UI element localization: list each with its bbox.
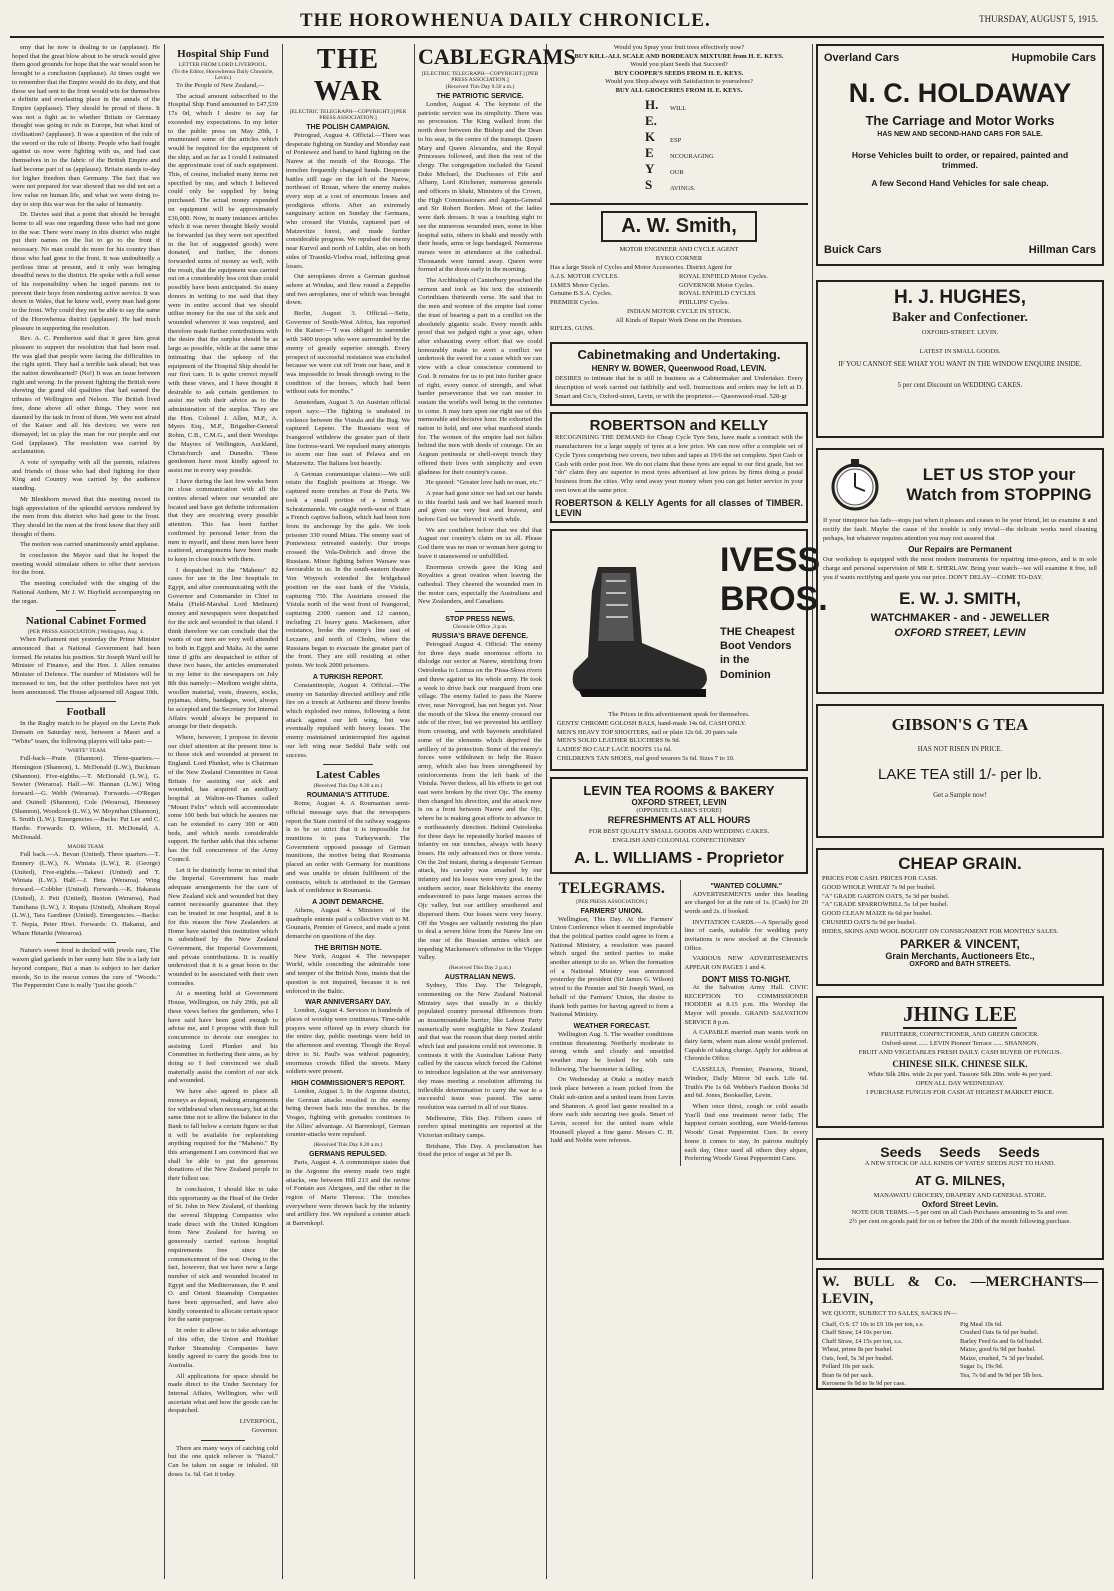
- article-paragraph: In order to allow us to take advantage of this offer, the Union and Huddart Parker Steamship Companies have kindly agreed to carry the goods free to Australia.: [168, 1327, 278, 1369]
- advert-heading: Cabinetmaking and Undertaking.: [577, 347, 781, 363]
- article-paragraph: Brisbane, This Day. A proclamation has fixed the price of sugar at 3d per lb.: [418, 1142, 542, 1159]
- keys-advert: [550, 44, 808, 95]
- subheading: "WANTED COLUMN.": [710, 882, 783, 890]
- subheading: "WHITE" TEAM.: [65, 748, 107, 755]
- section-title: THE WAR: [313, 44, 383, 107]
- advert-heading: ROBERTSON and KELLY: [589, 417, 769, 435]
- brand-label: Buick Cars: [824, 244, 882, 256]
- price-item: "A" GRADE SPARROWBILL 5s 1d per bushel.: [822, 901, 949, 909]
- agency-item: A.J.S. MOTOR CYCLES.: [550, 272, 619, 280]
- article-paragraph: He quoted: "Greater love hath no man, etc.": [426, 479, 542, 487]
- subheading: THE POLISH CAMPAIGN.: [306, 124, 390, 131]
- advert-line: BYKO CORNER: [655, 255, 703, 263]
- brand-label: Hillman Cars: [1028, 244, 1096, 256]
- divider: [56, 701, 115, 702]
- advert-line: WATCHMAKER - and - JEWELLER: [870, 611, 1050, 624]
- tea-rooms-advert: [550, 777, 808, 874]
- subheading: (To the Editor, Horowhenua Daily Chronicle, Levin.): [172, 69, 274, 81]
- subheading: MAORI TEAM.: [67, 844, 105, 851]
- article-paragraph: Rome, August 4. A Roumanian semi-official message says that the newspapers report the State control of the railway waggons is to be so strict that it is impossible for munitions to pass Turkeywards. The Government opposed passage of German munitions, the motive being that Roumania placed an order with Germany for munitions and was unable to obtain fulfilment of the contracts, which is attributed to the German lack of confidence in Roumania.: [286, 800, 410, 895]
- advert-heading: GIBSON'S G TEA: [891, 715, 1029, 734]
- price-item: PRICES FOR CASH. PRICES FOR CASH.: [822, 875, 938, 882]
- subheading: FARMERS' UNION.: [580, 907, 643, 915]
- article-paragraph: Mr Blenkhorn moved that this meeting record its high appreciation of the splendid services rendered by the men from this district who had gone to the front. They should let the men at the front know that they still thought of them.: [12, 495, 160, 538]
- brand-label: Hupmobile Cars: [1011, 52, 1096, 64]
- ewj-smith-advert: [816, 448, 1104, 694]
- subheading: [ELECTRIC TELEGRAPH—COPYRIGHT.] [PER PRESS ASSOCIATION.]: [421, 71, 539, 83]
- advert-line: OXFORD STREET, LEVIN: [631, 797, 727, 807]
- received-note: (Received This Day 8.20 a.m.): [313, 1142, 383, 1149]
- cabinetmaking-advert: [550, 342, 808, 406]
- watch-icon: [823, 455, 893, 515]
- advert-line: Has a large Stock of Cycles and Motor Accessories. District Agent for: [550, 264, 733, 271]
- advertiser-name: JHING LEE: [903, 1002, 1017, 1029]
- price-item: HIDES, SKINS AND WOOL BOUGHT ON CONSIGNMENT FOR MONTHLY SALES.: [822, 927, 1059, 935]
- newspaper-title: THE HOROWHENUA DAILY CHRONICLE.: [300, 10, 711, 31]
- advert-line: Oxford Street Levin.: [921, 1200, 999, 1210]
- divider: [56, 942, 115, 943]
- section-title: TELEGRAMS.: [558, 879, 665, 897]
- advert-line: OXFORD-STREET. LEVIN.: [921, 329, 999, 336]
- acrostic-letter: E: [645, 145, 654, 161]
- article-paragraph: In conclusion the Mayor said that he hoped the meeting would stimulate others to offer their services for the front.: [12, 552, 160, 577]
- article-paragraph: Let it be distinctly borne in mind that the Imperial Government has made adequate arrangements for the care of New Zealand sick and wounded but they cannot necessarily guarantee that they can be treated in one hospital, and it is for this reason the New Zealanders at Home have started this institution which is subsidised by the New Zealand Government, the Imperial Government, and private contributions. It is readily understood that it is a great boon to the wounded to be associated with their own comrades.: [168, 866, 278, 987]
- advert-body: RECOGNISING THE DEMAND for Cheap Cycle Tyre Sets, have made a contract with the manufacturers for a large supply of tyres at a low price. We can now offer a complete set of Cycle Tyres comprising two covers, two tubes and tapes at 19/6 the set complete. Spot Cash or Cash with order post free. We do not claim that these tyres are equal to our first grade, but we "do" claim they are superior to most tyres advertised at low prices by firms doing a postal business from the cities. Why send away your money when you can get better service in your own town at the same price.: [555, 434, 803, 495]
- article-paragraph: A German communique claims:—We still retain the English positions at Hooge. We captured more trenches at Four de Paris. We took a small portion of a trench at Schratzmannle. We caught north-west of Etain a French captive balloon, which had been torn from its anchorage by the gale. We took prisoner 330 round Mitau. The enemy east of Poniewiesz retreated easterly. Our troops crossed the Vola-Dobrich and drove the Russians. Minor fighting before Warsaw was favourable to us. In the south-eastern theatre Von Woyrsch extended the bridgehead position on the east bank of the Vistula, capturing 750. The Austrians crossed the Vistula north of the west front of Ivangorod, capturing 2300 cannon and 12 cannon, including 21 heavy guns. Mackensen, after resistance, broke the enemy's line east of Leczano, and north of Cholm, where the Russians began to evacuate the greater part of the front. They are still resisting at other points. We took 2000 prisoners.: [286, 470, 410, 670]
- price-item: MEN'S HEAVY TOP SHOOTERS, nail or plain 12s 6d. 20 pairs sale: [557, 728, 738, 736]
- headline: Latest Cables: [316, 769, 380, 782]
- article-paragraph: The meeting concluded with the singing of the National Anthem, Mr J. W. Hayfield accompanying on the organ.: [12, 580, 160, 605]
- advert-line: Would you plant Seeds that Succeed?: [630, 61, 728, 69]
- advert-line: LATEST IN SMALL GOODS.: [919, 347, 1001, 355]
- acrostic-word: AVINGS.: [670, 185, 696, 193]
- column-3: [286, 44, 410, 1579]
- agency-item: PREMIER Cycles.: [550, 299, 600, 307]
- advert-line: BUY ALL GROCERIES FROM H. E. KEYS.: [615, 86, 743, 94]
- advertiser-name: H. J. HUGHES,: [894, 287, 1026, 308]
- article-paragraph: London, August 4. The keynote of the patriotic service was its simplicity. There was no procession. The King walked from the north door between the Bishop and the Dean to his seat, in the centre of the transept. Queen Mary and Queen Alexandra, and the Royal Princesses followed, and then the rest of the clergy. The congregation included the Grand Duke Michael, the Duchesses of Fife and Albany, Lord Kitchener, numerous generals and officers in khaki, Ministers of the Crown, the High Commissioners and Agents-General and Sir Robert Borden. Most of the ladies were dark dresses. It was a touching sight to see the numerous wounded men, some in blue hospital suits, others in khaki and mostly with their heads, arms or legs bandaged. Numerous nurses were in attendance at the cathedral. Thousands were turned away. Queen were formed at the doors early in the morning.: [418, 101, 542, 274]
- article-paragraph: Full-back—Prain (Shannon). Three-quarters.—Hemington (Shannon), L. McDonald (L.W.), Buckman (Shannon). Five-eighths.—T. McDonald (L.W.), G. Sowter (Weraroa). Half.—W. Hannan (L.W.) Wing forward.—G. Webb (Weraroa). Forwards.—O'Regan and Ouinell (Shannon), Cole (Weraroa), Hennessy (Shannon), Woodcock (L.W.), W. Moynihan (Shannon), S. Smith (L.W.). Emergencies.—Backs: Pat Lee and C. Hardie. Forwards: D. Wilson, H. McDonald, A. McDonald.: [12, 755, 160, 841]
- advertiser-name: PARKER & VINCENT,: [900, 937, 1020, 952]
- classified-ad: At the Salvation Army Hall. CIVIC RECEPTION TO COMMISSIONER HODDER at 8.15 p.m. His Worship the Mayor will preside. GRAND SALVATION SERVICE 8 p.m.: [684, 983, 808, 1026]
- article-paragraph: Dr. Davies said that a point that should be brought home to all was one regarding those who had not gone to the war. There were many in this district who might put their names on the list to go to the front if necessary. No man could do more for his country than those who had gone to the front. It was undoubtedly a perilous time at present, and it only was bringing dreadful news to the district. He spoke with a full sense of his responsibility when he urged parents not to prevent their boys from rendering active service. It was down in Wales, that he knew well, every man had gone to the front. Why could they not be able to say the same of the Horowhenua district (applause). He had much pleasure in supporting the resolution.: [12, 211, 160, 332]
- price-item: Tea, 7s 6d and 9s 9d per 5lb box.: [960, 1371, 1044, 1379]
- acrostic-letter: S: [645, 177, 653, 193]
- advertiser-name: BROS.: [720, 579, 828, 618]
- acrostic-word: OUR: [670, 169, 684, 177]
- article-paragraph: London, August 3. In the Argonne district, the German attacks resulted in the enemy being thrown back into the trenches. In the Vosges, fighting with grenades continues to the Allies' advantage. At Barrenkopf, German counter-attacks were repulsed.: [286, 1087, 410, 1139]
- advert-line: BUY KILL-ALL SCALE AND BORDEAUX MIXTURE from H. E. KEYS.: [574, 52, 784, 60]
- advert-line: The Prices in this advertisement speak for themselves.: [608, 711, 750, 719]
- advert-line: CHINESE SILK. CHINESE SILK.: [892, 1059, 1028, 1070]
- column-divider: [414, 44, 415, 1579]
- advert-line: A few Second Hand Vehicles for sale cheap.: [871, 178, 1049, 188]
- article-paragraph: Berlin, August 3. Official.—Seitz, Governor of South-West Africa, has reported to the Kaiser:—"I was obliged to surrender with 3400 troops who were surrounded by the enemy of greatly superior strength. Every prospect of successful resistance was excluded because we were cut off from our base, and it was impossible to break through owing to the condition of the horses, which had been without oats for months.": [286, 310, 410, 396]
- article-paragraph: A vote of sympathy with all the parents, relatives and friends of those who had died fighting for their King and Country was carried by the audience standing.: [12, 459, 160, 493]
- advert-line: All Kinds of Repair Work Done on the Premises.: [615, 316, 743, 324]
- price-item: GOOD WHOLE WHEAT 7s 9d per bushel.: [822, 883, 936, 891]
- subheading: LETTER FROM LORD LIVERPOOL.: [178, 62, 268, 68]
- advert-line: NOTE OUR TERMS.—5 per cent on all Cash Purchases amounting to 5s and over.: [851, 1209, 1069, 1217]
- agency-item: JAMES Motor Cycles.: [550, 281, 610, 289]
- robertson-kelly-advert: [550, 412, 808, 522]
- agency-item: ROYAL ENFIELD CYCLES: [679, 290, 756, 298]
- advert-line: LAKE TEA still 1/- per lb.: [878, 766, 1042, 784]
- bottom-split: [550, 880, 808, 1166]
- headline: Hospital Ship Fund: [177, 48, 269, 60]
- agency-item: ROYAL ENFIELD Motor Cycles.: [679, 272, 768, 280]
- section-title: CABLEGRAMS: [418, 44, 576, 69]
- article-paragraph: We have also agreed to place all moneys as deposit, making arrangements for withdrawal when necessary, but at the same time not to allow the balance in the Bank to fall below a certain figure so that it will be available for replenishing anything required for the "Maheno." By this arrangement I am convinced that we shall be able to put the generous donations of the New Zealand people to their fullest use.: [168, 1088, 278, 1183]
- smith-advert: [550, 205, 808, 336]
- article-paragraph: Petrograd, August 4. Official.—There was desperate fighting on Sunday and Monday east of Poniewez and hand to hand fighting on the Narew at the mouth of the Rozoga. The trenches frequently changed hands. Desperate battles still rage on the left of the Narew, northeast of Rozan, where the enemy makes every step at a cost of enormous losses and prodigious efforts. After an extremely sanguinary action on Sunday the Germans, who crossed the Vistula, captured part of Matzevitze forest, and made further considerable progress. We repulsed the enemy near Kurvol and north of Lublin, also on both sides of Trasniki-Vlodva road, inflicting great losses.: [286, 132, 410, 270]
- price-item: Chaff Straw, £4 15s per ton, s.s.: [822, 1337, 903, 1345]
- advert-line: REFRESHMENTS AT ALL HOURS: [607, 815, 751, 826]
- article-paragraph: emy that he now is dealing to us (applause). He hoped that the great blow about to be struck would give them good grounds for hope that the war would soon be brought to a conclusion (applause). At times ought we to remember that the Empire would do its duty, and that those we had sent to the front would win for themselves a definite and everlasting place in the annals of the Empire (applause). They should be proud of these. It was not a fight as to whether Britain or Germany thought was going to rule in Europe, but what kind of civilisation? (applause). It was a question of the rule of the sword or the rule of liberty. People who had fought against us now were fighting with us, and had cast themselves in to the fabric of the British Empire and had become part of us (applause). Britain stands to-day for higher freedom than Germany. The fact that we were not prepared for war showed that we did not set a low value on human life, and what we were doing to-day to stop this war was for the sake of humanity.: [12, 44, 160, 208]
- advert-line: 5 per cent Discount on WEDDING CAKES.: [897, 381, 1023, 390]
- column-divider: [164, 44, 165, 1579]
- classified-heading: DON'T MISS TO-NIGHT.: [702, 974, 791, 984]
- masthead-rule: [10, 36, 1104, 38]
- advert-line: Horse Vehicles built to order, or repaired, painted and trimmed.: [851, 150, 1069, 170]
- article-paragraph: The motion was carried unanimously amid applause.: [20, 541, 160, 549]
- acrostic-word: ESP: [670, 137, 682, 145]
- classified-ad: CASSELLS, Premier, Pearsons, Strand, Windsor, Daily Mirror 3d each. Life 6d. Truth's Pie 1s 6d. Webber's Fashion Books 3d and 6d. Jones, Bookseller, Levin.: [684, 1066, 808, 1100]
- advert-line: FRUIT AND VEGETABLES FRESH DAILY. CASH BUYER OF FUNGUS.: [858, 1048, 1062, 1056]
- price-item: Crushed Oats 6s 6d per bushel.: [960, 1329, 1039, 1337]
- price-item: Sugar 1s, 19s 9d.: [960, 1363, 1004, 1371]
- received-note: (Received This Day 8.30 a.m.): [313, 783, 383, 790]
- hughes-advert: [816, 280, 1104, 438]
- article-paragraph: In conclusion, I should like to take this opportunity as the Head of the Order of St. John in New Zealand, of thanking the several Shipping Companies who trade direct with the United Kingdom from New Zealand for having so generously carried various hospital requirements free since the commencement of the war. Owing to the fact, however, that we have now a large number of sick and wounded located in Egypt and the Mediterranean, the P. and O. and Orient Steamship Companies have been approached, and have also kindly consented to allocate certain space for the same purpose.: [168, 1185, 278, 1324]
- advert-line: HAS NOT RISEN IN PRICE.: [917, 745, 1003, 753]
- article-paragraph: When Parliament met yesterday the Prime Minister announced that a National Government had been formed. He retains his position. Sir Joseph Ward will be Minister of Finance, and the Hon. J. Allen remains Minister of Defence. The number of Ministers will be increased to ten, but the other portfolios have not yet been announced. The House adjourned till August 10th.: [12, 636, 160, 696]
- agency-item: PHILLIPS' Cycles.: [679, 299, 729, 307]
- acrostic-letter: E.: [645, 113, 657, 129]
- advert-heading: Baker and Confectioner.: [892, 309, 1028, 324]
- headline: Football: [66, 706, 106, 719]
- signature-title: Governor.: [251, 1426, 278, 1434]
- cheap-grain-advert: [816, 848, 1104, 986]
- advert-line: Our Repairs are Permanent: [908, 545, 1012, 555]
- article-paragraph: Rev. A. C. Pemberton said that it gave him great pleasure to support the resolution that had been read. He was glad that people were facing the difficulties in the right spirit. They had a terrible task ahead; but was the nation downhearted? (No!) It was an issue between right and wrong. In the present fighting the British were showing the grand old qualities that had earned the tributes of Wellington and Nelson. The British lived free, done above all other things. They were not daunted by the task in front of them. We were not afraid of the Kaiser and all his devices; we were not dismayed; let us play the man for our people and our God (applause). The resolution was carried by acclamation.: [12, 335, 160, 456]
- advert-body: Our workshop is equipped with the most modern instruments for repairing time-pieces, and is in sole charge and personal supervision of MR E. SHERLAW. Bring your watch—we will examine it free, tell you if wants rectifying and quote you our price. DON'T DELAY—COME TO-DAY.: [823, 556, 1097, 581]
- price-item: CRUSHED OATS 5s 9d per bushel.: [822, 918, 916, 926]
- column-divider: [282, 44, 283, 1579]
- ivess-advert: [550, 529, 828, 771]
- bull-advert: [816, 1268, 1104, 1390]
- price-item: GENTS' CHROME GOLOSH BALS, hand-made 14s 6d. CASH ONLY.: [557, 719, 747, 727]
- article-paragraph: Athens, August 4. Ministers of the quadruple entente paid a collective visit to M. Gounaris, Premier of Greece, and made a joint demarche on questions of the day.: [286, 906, 410, 941]
- price-item: "A" GRADE GARTON OATS, 5s 3d per bushel.: [822, 892, 950, 900]
- advert-line: OXFORD STREET, LEVIN: [894, 626, 1026, 639]
- advert-line: BUY COOPER'S SEEDS FROM H. E. KEYS.: [614, 69, 744, 77]
- advertiser-name: W. BULL & Co. —MERCHANTS— LEVIN,: [822, 1274, 1098, 1307]
- article-paragraph: Enormous crowds gave the King and Royalties a great ovation when leaving the cathedral. They cheered the wounded men in the motor cars, especially the Australians and New Zealanders, and Canadians.: [418, 563, 542, 606]
- agency-list: [550, 273, 808, 308]
- price-item: Chaff Straw, £4 10s per ton.: [822, 1329, 893, 1337]
- article-paragraph: To the People of New Zealand,—: [176, 82, 265, 89]
- advert-heading: LEVIN TEA ROOMS & BAKERY: [583, 782, 775, 798]
- advertiser-name: E. W. J. SMITH,: [899, 588, 1021, 608]
- article-paragraph: Constantinople, August 4. Official.—The enemy on Saturday directed artillery and rifle fire on a trench at Ariburnu and threw bombs which exploded two mines, following a feint attack against our left wing, but was eventually repulsed with heavy losses. The enemy maintained uninterrupted fire against our left wing near Seddul Bahr with out success.: [286, 681, 410, 759]
- holdaway-advert: [816, 44, 1104, 266]
- advert-line: Would you Spray your fruit trees effectively now?: [613, 44, 745, 51]
- column-divider: [546, 44, 547, 1579]
- advert-line: Would you Shop always with Satisfaction to yourselves?: [605, 78, 753, 86]
- article-paragraph: Sydney, This Day. The Telegraph, commenting on the New Zealand National Ministry says that usually in a thickly populated country personal differences from an insurmountable barrier, like Labour Party numerically were negligible in New Zealand and that was the reason that deep rooted strife which last and passions could not overcome. It contrasts it with the Australian Labour Party called by the caucus which forced the Cabinet to introduce legislation at the war anniversary day mass meeting a resolution affirming its inflexible determination to carry the war to a successful issue was passed. The same resolution was carried in all of our States.: [418, 982, 542, 1111]
- subheading: A JOINT DEMARCHE.: [312, 898, 384, 906]
- subheading: THE BRITISH NOTE.: [314, 944, 382, 952]
- article-paragraph: New York, August 4. The newspaper World, while conceding the admirable tone and temper of the British Note, insists that the question is not impaired, because it is not enforced in the Baltic.: [286, 952, 410, 995]
- divider: [455, 611, 505, 612]
- subheading: ROUMANIA'S ATTITUDE.: [306, 792, 390, 800]
- article-paragraph: All applications for space should be made direct to the Under Secretary for Internal Affairs, Wellington, who will ascertain what and how the goods can be despatched.: [168, 1372, 278, 1415]
- article-paragraph: The actual amount subscribed to the Hospital Ship Fund amounted to £47,539 17s 0d, which I desire to say far exceeded my expectations. In my letter to the public press on May 20th, I enumerated some of the articles which would be required for the equipment of the ship; and as far as I could I estimated the approximate cost of such equipment. This, of course, included many items not specified by me, and which I believed could only be supplied by being purchased. The actual money expended on equipment will be approximately £36,000. Now, in many instances articles which it was never thought likely would be forwarded (as they were not specified in the list of suggested goods) were donated, and further, the donors forwarded sums of money as well, with the result, that the equipment was carried out on a considerably less cost than could possibly have been anticipated. So many donors in writing to me said that they were in entire accord that we should utilise money for the use of the sick and wounded wherever it was required, and therefore made further contributions with the desire that the surplus should be as large as possible, while at the same time intimating that the upkeep of the equipment of the Hospital Ship should be our first care. It is quite correct myself with these views, and I have thought it desirable to ask certain gentlemen to assist me with their advice as to the administration of the surplus. They are the Hon. Colonel J. Allen, M.P., A. Myers Esq., M.P., Brigadier-General Robin, C.B., C.M.G., and their Worships the Mayors of Wellington, Auckland, Christchurch and Dunedin. These gentlemen have most kindly agreed to assist me in every way possible.: [168, 92, 278, 474]
- price-list: [822, 1321, 1098, 1389]
- headline: National Cabinet Formed: [25, 615, 147, 628]
- classified-ad: ADVERTISEMENTS under this heading are charged for at the rate of 1s. (Cash) for 20 words and 2s. if booked.: [684, 890, 808, 915]
- article-paragraph: Petrograd August 4. Official: The enemy for three days made enormous efforts to dislodge our sector at Narew, stretching from Ostrolenka to Lomza on the Pissa-Skwa rivers and threw against us his whole army. He took a week to drive back our rearguard from one village. The enemy failed to pass the Narew river, near Novogrod, has not begun yet. Near the mouth of the Skwa the enemy crossed our side of the river, but we prevented his artillery from crossing, and with bayonets annihilated some of the elements which deprived the artillery of its protection. Some of the enemy's forces were withdrawn to help the Russo army, which also has been strengthened by reinforcements from the left bank of the Vistula. Never theless, all his efforts to get out east were broken by the river Ojc. The enemy then changed his direction, and the attack now is on a front between Narew and the Ojc, where he is making great efforts to advance in a northeasterly direction. Behind Ostrolenka for three days he repeatedly hurled masses of infantry on our trenches, always with heavy losses. He only advanced two or three versts. On the 2nd instant, during a desperate German attack, his cavalry was smashed by our infantry and his losses were very great. In the southern sector, near Belokhivitz the enemy endeavoured to pass large masses across the Ojc valley, but our artillery smothered and dispersed them. Our losses were very heavy. Off the Vosges are valiantly resisting the plan to deal a severe blow from the Narew line on the rear of the Russian armies which are impeding Mackensen's offensive in the Vieppe Valley.: [418, 641, 542, 962]
- acrostic-word: NCOURAGING: [670, 153, 714, 161]
- article-paragraph: Our aeroplanes drove a German gunboat ashore at Windau, and flew round a Zeppelin and two aeroplanes, one of which was brought down.: [286, 273, 410, 307]
- keys-acrostic: [550, 97, 808, 197]
- price-item: CHILDREN'S TAN SHOES, real good wearers 5s 6d. Sizes 7 to 10.: [557, 755, 735, 763]
- subheading: AUSTRALIAN NEWS.: [444, 974, 516, 982]
- article-paragraph: Wellington, This Day. At the Farmers' Union Conference when it seemed improbable that the political parties could agree to form a National Ministry, a resolution was passed which urged the united parties to make another attempt to do so. When the formation of a National Ministry was announced yesterday the president (Sir James G. Wilson) wired to the Premier and Sir Joseph Ward, on behalf of the Farmers' Union, the desire to thank both parties for having agreed to form a National Ministry.: [550, 915, 674, 1019]
- advert-line: INDIAN MOTOR CYCLE IN STOCK.: [627, 307, 731, 315]
- subheading: STOP PRESS NEWS.: [445, 616, 515, 624]
- milnes-advert: [816, 1138, 1104, 1260]
- divider: [56, 610, 115, 611]
- agency-item: Genuine B.S.A. Cycles.: [550, 290, 613, 298]
- advert-line: White Silk 28in. wide 2s per yard. Tussore Silk 28in. wide 4s per yard.: [867, 1071, 1053, 1079]
- article-paragraph: The Archbishop of Canterbury preached the sermon and took as his text the sixteenth Corinthians thirteenth verse. He said that to the men and women of the empire had come the trust of bearing a part in a conflict on the absolutely gigantic scale. Every month adds proof that we judged right a year ago, when after exhausting every effort that we could honourably make to avert a conflict we undertook the sword for a cause which we can view with a clear conscience commend to God. It remains for us to put into further grace of right, every ounce of strength, and what harder perseverance that we can muster to sustain the world's well being in the centuries to come. It may turn upon our right use of this memorable and decisive hour. He exhorted the nation to hold, and one what manhood stands for. The women of the empire had not fallen behind the men with deeds of courage. On an Aegean peninsula or shell-swept trench they offered their lives with simplicity and even gladness for their country's cause.: [418, 277, 542, 476]
- advert-tagline: THE Cheapest Boot Vendors in the Dominion: [720, 625, 795, 681]
- boot-illustration: [558, 561, 713, 711]
- advert-line: I PURCHASE FUNGUS FOR CASH AT HIGHEST MARKET PRICE.: [866, 1088, 1054, 1096]
- jhing-lee-advert: [816, 996, 1104, 1128]
- advert-line: OXFORD and BATH STREETS.: [909, 961, 1011, 969]
- article-paragraph: I have during the last few weeks been in close communication with all the centres abroad where our wounded are located and have got definite information that they are receiving every possible attention. This has been further confirmed by personal letter from the men to myself, and these men have been scattered, arrangements have been made to keep in close touch with them.: [168, 477, 278, 563]
- advert-paragraph: There are many ways of catching cold but the one quick reliever is "Nazol." Can be taken on sugar or inhaled. 60 doses 1s. 6d. Get it today.: [168, 1444, 278, 1478]
- subheading: [PER PRESS ASSOCIATION.]: [576, 898, 648, 905]
- column-2: [168, 44, 278, 1579]
- signature: LIVERPOOL,: [239, 1418, 278, 1426]
- issue-date: THURSDAY, AUGUST 5, 1915.: [979, 14, 1098, 24]
- advert-line: WE QUOTE, SUBJECT TO SALES, SACKS IN—: [822, 1310, 958, 1317]
- advert-line: FRUITERER, CONFECTIONER, AND GREEN GROCER.: [881, 1031, 1039, 1038]
- advert-line: HAS NEW AND SECOND-HAND CARS FOR SALE.: [877, 131, 1043, 138]
- dateline: [PER PRESS ASSOCIATION.] Wellington, Aug. 4.: [27, 629, 145, 636]
- advertiser-name: N. C. HOLDAWAY: [848, 78, 1072, 108]
- article-paragraph: A year had gone since we had set our hands to this fearful task and we had learned much and given our very best and bravest, and before God we believed it worth while.: [418, 489, 542, 524]
- advert-line: FOR BEST QUALITY SMALL GOODS AND WEDDING CAKES. ENGLISH AND COLONIAL CONFECTIONERY: [588, 828, 770, 844]
- acrostic-words: [670, 101, 714, 197]
- subheading: GERMANS REPULSED.: [309, 1151, 387, 1159]
- verse-advert: Nature's sweet food is decked with jewels rare, The waxen glad garlands in her sunny hair. She is a lady fair beyond compare, But a man is subject to her darker moods, So to the rescue comes the cure of "Woods." The Peppermint Cure is really "just the goods.": [12, 947, 160, 990]
- price-item: Kerosene 9s 9d to 9s 9d per case.: [822, 1380, 906, 1388]
- article-paragraph: Paris, August 4. A communique states that in the Argonne the enemy made two night attacks, one between Hill 213 and the ravine of Fontain aux Abrignes, and the other in the region of Marie Therese. The trenches everywhere were thrown back by the infantry and artillery fire. We repulsed a counter attack at Barrenkopf.: [286, 1159, 410, 1228]
- wanted-column: [680, 880, 809, 1166]
- price-item: Pig Meal 10s 6d.: [960, 1320, 1003, 1328]
- received-note: (Received This Day 2 p.m.): [448, 965, 512, 972]
- price-item: GOOD CLEAN MAIZE 6s 6d per bushel.: [822, 910, 932, 918]
- classified-ad: INVITATION CARDS.—A Specially good line of cards, suitable for wedding party invitations is now stocked at the Chronicle Office.: [684, 918, 808, 952]
- agency-item: GOVERNOR Motor Cycles.: [679, 281, 754, 289]
- column-1: [12, 44, 160, 1579]
- advert-heading: The Carriage and Motor Works: [865, 113, 1055, 128]
- price-item: Wheat, prime 8s per bushel.: [822, 1346, 893, 1354]
- article-paragraph: I despatched in the "Maheno" 82 cases for use in the line hospitals in Egypt, and after communicating with the Governor and Commander in Chief in Malta (Field-Marshal Lord Methuen) money and newspapers were despatched for the sick and wounded in that island. I think therefore we can conclude that the wants of our men are very well attended to both in Egypt and Malta. At the same time if gifts are despatched to either of these two bases, the articles enumerated in my letter to the newspapers on July 8th this namely:—Medium weight shirts, woollen material, vests, drawers, socks, pyjamas, shirts, bandages, wool, always be accepted and the Secretary for Internal Affairs would always be prepared to arrange for their despatch.: [168, 566, 278, 731]
- advert-footer: ROBERTSON & KELLY Agents for all classes of TIMBER. LEVIN: [555, 497, 803, 518]
- advert-heading: LET US STOP your Watch from STOPPING: [906, 465, 1092, 504]
- price-item: MEN'S SOLID LEATHER BLUCHERS 9s 9d.: [557, 737, 681, 745]
- subheading: A TURKISH REPORT.: [312, 673, 384, 681]
- article-paragraph: Amsterdam, August 3. An Austrian official report says:—The fighting is unabated in violence between the Vistula and the Bug. We captured Lepeno. The Russians west of Ivangorod withdrew the greater part of their line fortress-ward. We repulsed many attempts to storm our line east of Pelawa and on Matzewitz. The Italians lost heavily.: [286, 399, 410, 468]
- subheading: [ELECTRIC TELEGRAPH—COPYRIGHT.] [PER PRESS ASSOCIATION.]: [289, 109, 407, 121]
- advert-heading: Seeds Seeds Seeds: [880, 1144, 1040, 1160]
- subheading: HIGH COMMISSIONER'S REPORT.: [291, 1079, 405, 1087]
- classified-ad: VARIOUS NEW ADVERTISEMENTS APPEAR ON PAGES 1 and 4.: [684, 955, 808, 972]
- gibson-tea-advert: [816, 704, 1104, 838]
- subheading: WAR ANNIVERSARY DAY.: [305, 999, 391, 1007]
- telegrams-column: [550, 880, 674, 1166]
- advert-line: RIFLES. GUNS.: [550, 325, 595, 333]
- acrostic-word: WILL: [670, 105, 687, 113]
- acrostic-letters: [645, 97, 658, 193]
- price-item: Maize, crushed, 7s 3d per bushel.: [960, 1354, 1045, 1362]
- advert-line: 2½ per cent on goods paid for on or before the 20th of the month following purchase.: [848, 1217, 1072, 1225]
- advert-line: A NEW STOCK OF ALL KINDS OF YATES' SEEDS JUST TO HAND.: [864, 1160, 1056, 1167]
- article-paragraph: Melbourne, This Day. Fifteen cases of cerebro spinal meningitis are reported at the Victorian military camps.: [418, 1114, 542, 1140]
- article-paragraph: Full back.—A. Bevan (United). Three quarters.—T. Ennnery (L.W.), N. Winiata (L.W.), R. (George) (United), Five-eighths.—Takawi (United) and T. Winiata (L.W.). Half.—J. Heta (Weraroa). Wing forward.—Cobbler (United). Forwards.—K. Hakaraia (United), J. Peti (United), Buxton (Weraroa), Paul Tamihana (L.W.), J. Ropata (United), Abraham Royal (L.W.), Tara Gardiner (United). Emergencies.—Backs: T. Nepia, Peter Hiwi. Forwards: O. Hakanui, and Whare Hetariki (Weraroa).: [12, 851, 160, 937]
- price-item: Barley Feed 6s and 6s 6d bushel.: [960, 1337, 1044, 1345]
- advertiser-name: A. W. Smith,: [601, 211, 757, 242]
- advert-line: IF YOU CANNOT SEE WHAT YOU WANT IN THE WINDOW ENQUIRE INSIDE.: [838, 360, 1082, 369]
- article-paragraph: London, August 4. Services in hundreds of places of worship were continuous. Time-table prayers were offered up in every church for the entire day, public meetings were held in the afternoon and evening. Though the Royal drive to St. Paul's was without pageantry, enormous crowds filled the streets. Many soldiers were present.: [286, 1007, 410, 1076]
- advert-line: MOTOR ENGINEER AND CYCLE AGENT: [619, 246, 739, 254]
- classified-ad: When once thirst, cough or cold assails You'll find one treatment never fails; The happiest certain soothing, sure World-famous Woods' Great Peppermint Cure. In every home it comes to stay, In patrons multiply each day, Once used all others they abjure, Preferring Woods' Great Peppermint Cure.: [684, 1102, 808, 1163]
- classified-ad: A CAPABLE married man wants work on dairy farm, where man alone would preferred. Capable of taking charge. Apply for address at Chronicle Office.: [684, 1029, 808, 1063]
- article-paragraph: In the Rugby match to be played on the Levin Park Domain on Saturday next, between a Maori and a "White" team, the following players will take part:—: [12, 720, 160, 745]
- divider: [323, 764, 373, 765]
- received-note: (Received This Day 9.50 a.m.): [445, 84, 515, 90]
- divider: [201, 1440, 245, 1441]
- price-item: Oats, feed, 5s 3d per bushel.: [822, 1354, 894, 1362]
- advertiser-name: AT G. MILNES,: [914, 1172, 1006, 1188]
- article-paragraph: On Wednesday at Otaki a motley match took place between a team picked from the Otaki sub-union and a united team from Levin and Shannon. A good last game resulted in a draw each side securing two goals. Smart of Levin, scored for the united team while Hounsell played a fine game. Messrs C. H. Judd and Nobbs were referees.: [550, 1076, 674, 1145]
- subheading: WEATHER FORECAST.: [573, 1022, 650, 1030]
- acrostic-letter: Y: [645, 161, 655, 177]
- proprietor-name: A. L. WILLIAMS - Proprietor: [574, 849, 784, 867]
- advertiser-name: IVESS: [720, 540, 821, 579]
- advertiser-name: HENRY W. BOWER, Queenwood Road, LEVIN.: [591, 364, 767, 374]
- column-5: [550, 44, 828, 1579]
- price-item: Chaff, O.S. £7 10s to £9 10s per ton, s.s.: [822, 1320, 924, 1328]
- article-paragraph: We are confident before that we did that August our country's claim on us all. Please God there was no man or woman here going to leave it unanswered or unfulfilled.: [418, 526, 542, 560]
- brand-label: Overland Cars: [824, 52, 900, 64]
- advert-line: OPEN ALL DAY WEDNESDAY.: [915, 1080, 1005, 1088]
- advert-heading: CHEAP GRAIN.: [898, 854, 1022, 873]
- dateline: Chronicle Office ,3 p.m.: [452, 624, 508, 631]
- advert-body: DESIRES to intimate that he is still in business as a Cabinetmaker and Undertaker. Every description of work carried out faithfully and well. Instructions and orders may be left at D. Smart and Co.'s, Oxford-street, Levin, or with the proprietor.— Queenwood-road. 528-gr: [555, 375, 803, 400]
- acrostic-letter: K: [645, 129, 656, 145]
- advert-body: If your timepiece has fads—stops just when it pleases and ceases to be your friend, let us examine it and rectify the fault. Maybe the cause of the trouble is only trivial—the delicate works need cleaning perhaps, but whatever requires attention you may rest assured that: [823, 517, 1097, 542]
- masthead: [0, 0, 1114, 38]
- price-item: Maize, good 6s 9d per bushel.: [960, 1346, 1036, 1354]
- column-divider: [812, 44, 813, 1579]
- advert-line: Grain Merchants, Auctioneers Etc.,: [885, 951, 1035, 962]
- article-paragraph: Where, however, I propose to devote our chief attention at the present time is to those sick and wounded at present in England. Lord Plunket, who is Chairman of the New Zealand Committee in Great Britain for assisting our sick and wounded, has acquired an auxiliary hospital at Walton-on-Thames called "Mount Felix" which will accommodate some 100 beds but which he assures me can be extended to carry 300 or 400 beds, and which needs considerable support. He further adds that this scheme has the full concurrence of the Army Council.: [168, 734, 278, 863]
- advert-line: MANAWATU GROCERY, DRAPERY AND GENERAL STORE.: [873, 1191, 1047, 1199]
- price-item: Pollard 10s per sack.: [822, 1363, 875, 1371]
- article-paragraph: At a meeting held at Government House, Wellington, on July 29th, put all these views before the gentlemen, who I have said have been good enough to advise me, and I propose with their full concurrence to devote our energies to assisting Lord Plunket and his Committee in furthering their aims, as by doing so I feel convinced we shall materially assist the comfort of our sick and wounded.: [168, 990, 278, 1085]
- subheading: RUSSIA'S BRAVE DEFENCE.: [431, 633, 529, 641]
- advert-line: Get a Sample now!: [933, 791, 987, 800]
- article-paragraph: Wellington Aug. 5. The weather conditions continue threatening. Northerly moderate to strong winds and cloudy and unsettled weather may be looked for with rain following. The barometer is falling.: [550, 1030, 674, 1073]
- price-item: LADIES' BO CALF LACE BOOTS 11s 6d.: [557, 746, 672, 754]
- acrostic-spacer: [670, 117, 714, 133]
- column-6: [816, 44, 1104, 1579]
- advert-line: (OPPOSITE CLARK'S STORE): [636, 806, 722, 814]
- subheading: THE PATRIOTIC SERVICE.: [436, 93, 524, 100]
- price-item: Bran 6s 6d per sack.: [822, 1371, 874, 1379]
- advert-line: Oxford-street ...... LEVIN Pioneer Terrace ...... SHANNON.: [881, 1039, 1039, 1047]
- acrostic-letter: H.: [645, 97, 659, 113]
